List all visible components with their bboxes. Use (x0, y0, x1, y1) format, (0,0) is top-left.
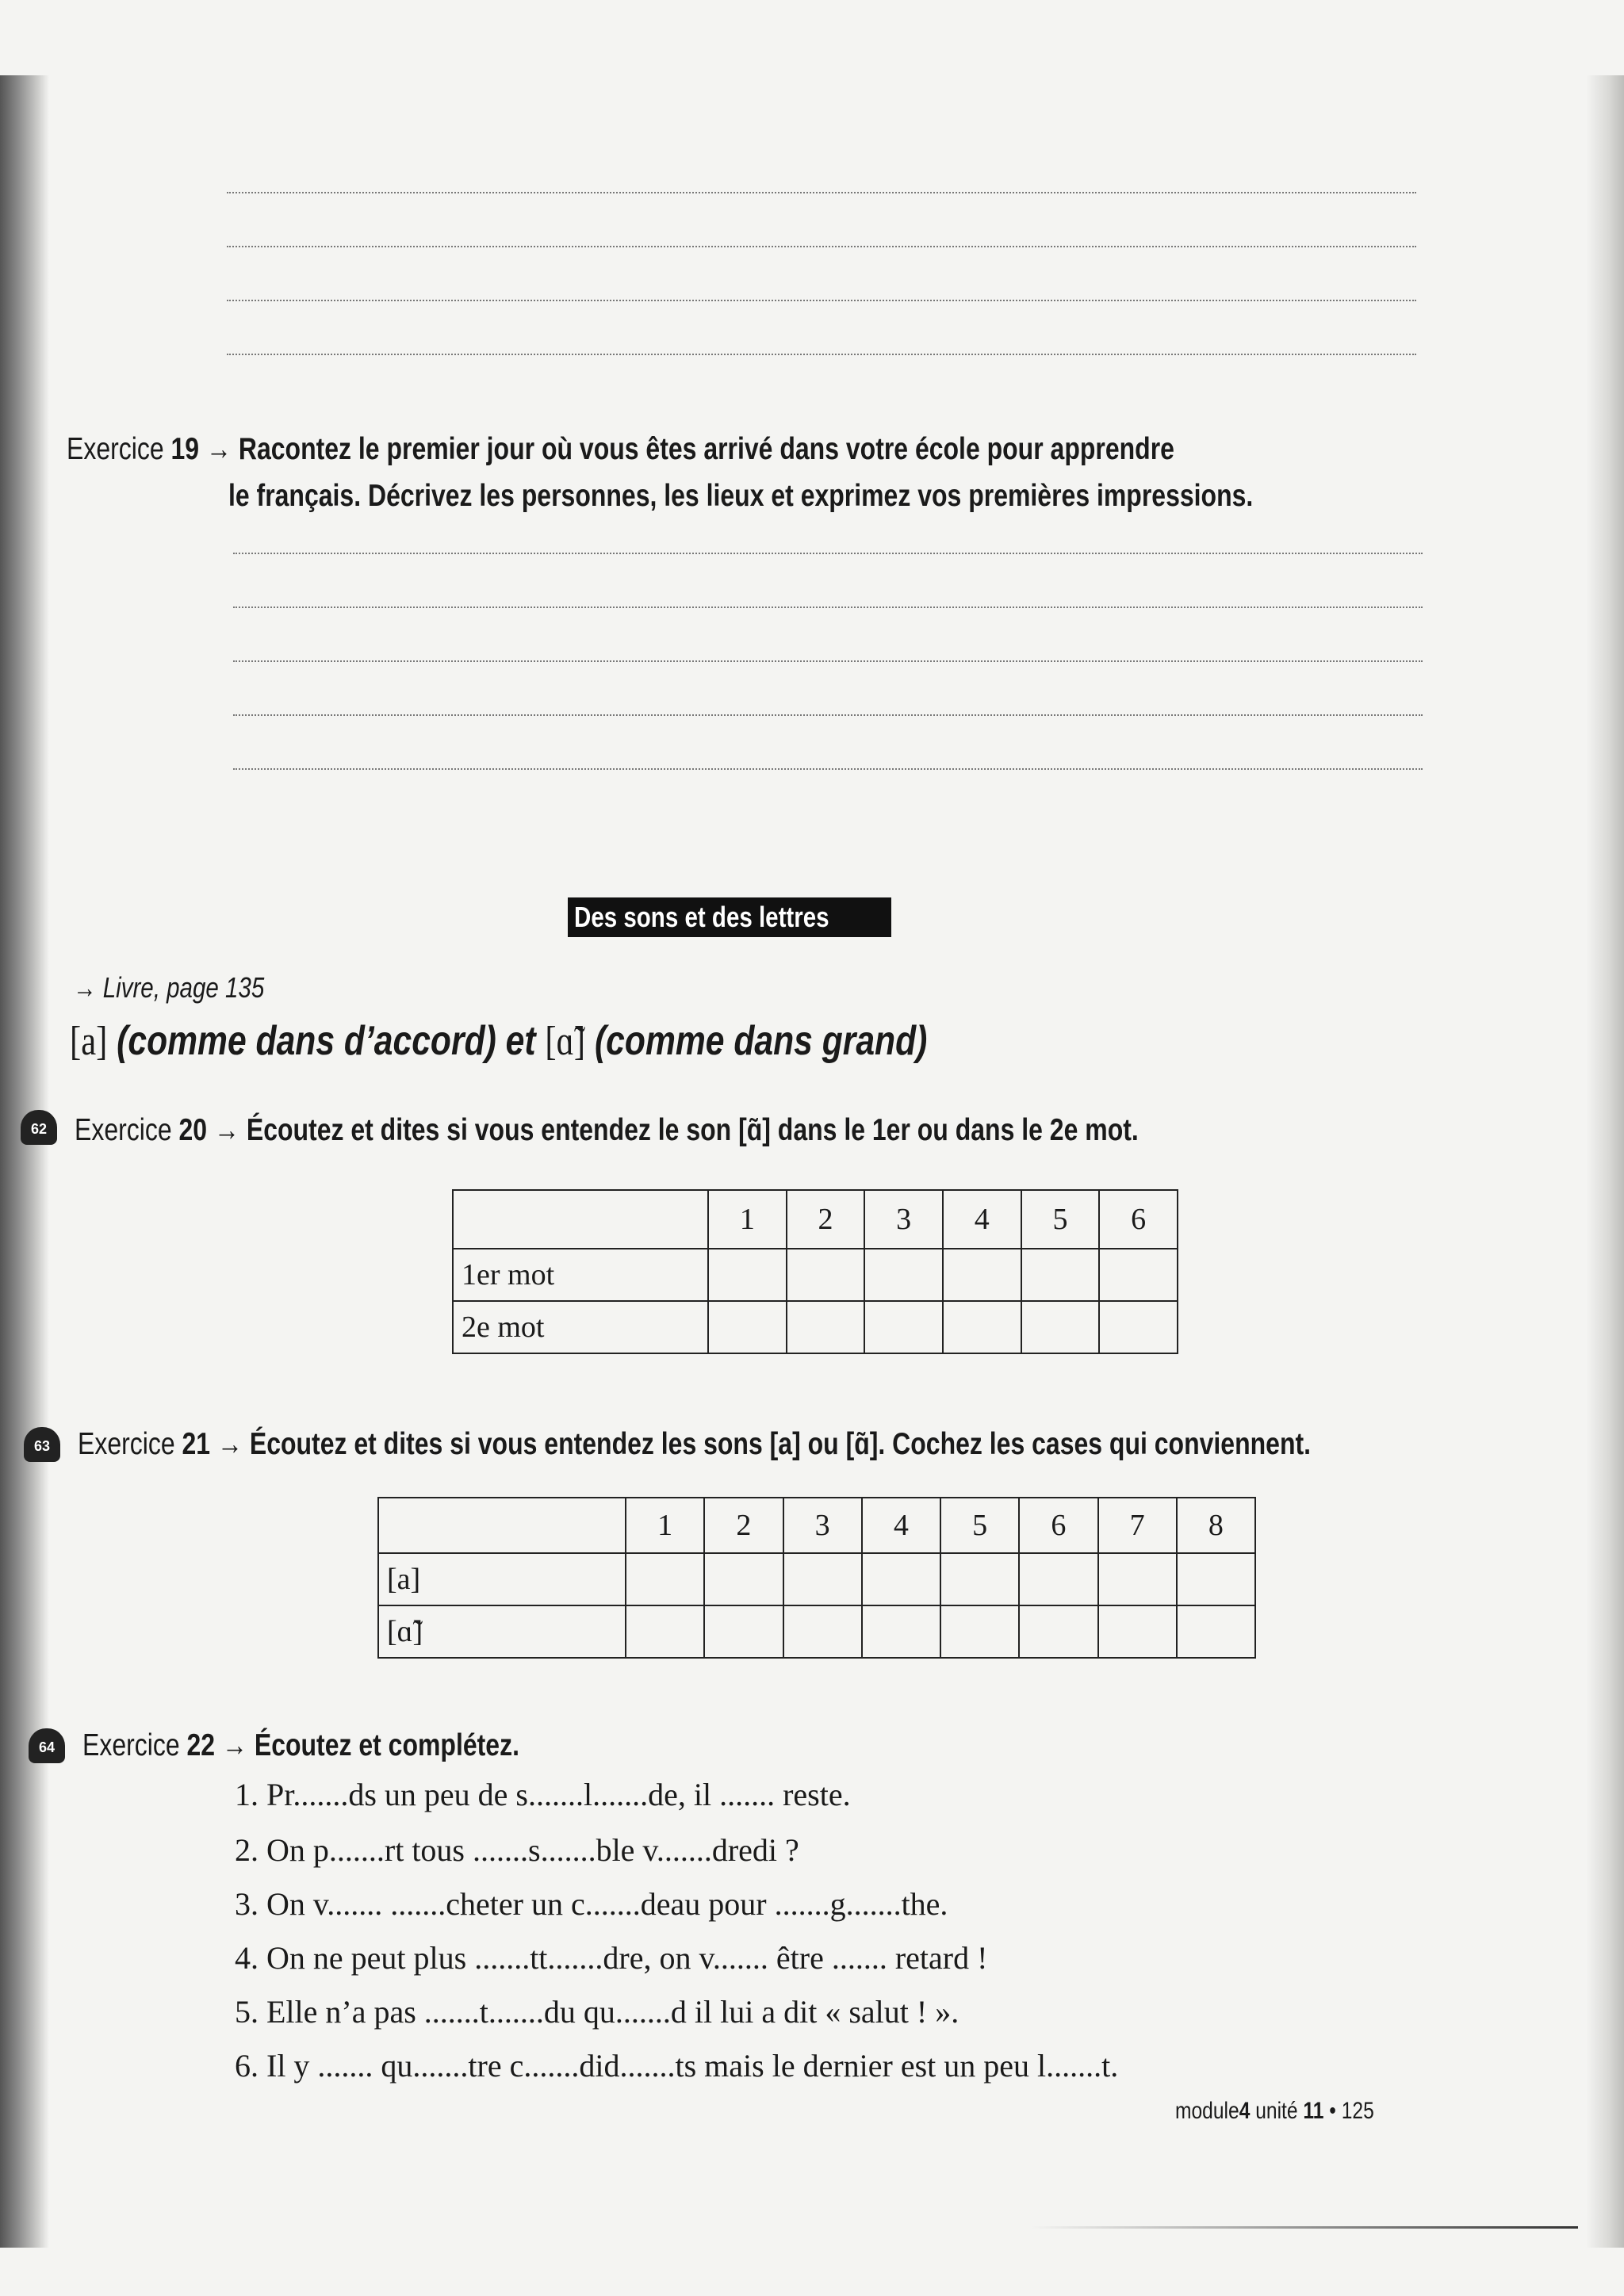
book-reference (73, 971, 306, 1004)
phoneme-an: [ɑ̃] (545, 1019, 586, 1064)
answer-cell[interactable] (626, 1553, 704, 1605)
answer-line[interactable] (233, 660, 1423, 662)
answer-cell[interactable] (1098, 1605, 1177, 1658)
answer-cell[interactable] (940, 1605, 1019, 1658)
answer-cell[interactable] (862, 1553, 940, 1605)
answer-line[interactable] (227, 354, 1416, 355)
exercise-instruction: Racontez le premier jour où vous êtes arrivé dans votre école pour apprendre (238, 432, 1174, 466)
answer-line[interactable] (227, 192, 1416, 193)
fill-in-sentence[interactable]: 1. Pr.......ds un peu de s.......l.......de, il ....... reste. (235, 1777, 851, 1812)
answer-cell[interactable] (783, 1605, 862, 1658)
row-header: 1er mot (453, 1249, 708, 1301)
reference-text: Livre, page 135 (102, 971, 265, 1004)
arrow-icon: → (213, 1113, 239, 1147)
page-footer (1175, 2098, 1418, 2125)
column-header: 3 (783, 1498, 862, 1553)
column-header: 4 (862, 1498, 940, 1553)
answer-line[interactable] (233, 607, 1423, 608)
answer-cell[interactable] (864, 1301, 943, 1353)
footer-bullet: • (1329, 2098, 1336, 2124)
fill-in-sentence[interactable]: 5. Elle n’a pas .......t.......du qu.......d il lui a dit « salut ! ». (235, 1994, 959, 2030)
exercise-label: Exercice (67, 432, 164, 466)
answer-cell[interactable] (1021, 1249, 1100, 1301)
answer-cell[interactable] (862, 1605, 940, 1658)
exercise-label: Exercice (75, 1113, 172, 1147)
exercise-instruction: le français. Décrivez les personnes, les lieux et exprimez vos premières impressions. (228, 479, 1254, 513)
column-header: 4 (943, 1190, 1021, 1249)
exercise-20-header (75, 1113, 1372, 1148)
sound-title (70, 1017, 1116, 1065)
section-banner (568, 897, 891, 937)
answer-cell[interactable] (943, 1249, 1021, 1301)
exercise-label: Exercice (82, 1728, 180, 1762)
fill-in-sentence[interactable]: 3. On v....... .......cheter un c.......deau pour .......g.......the. (235, 1886, 948, 1922)
exercise-21-table (377, 1497, 1256, 1659)
fill-in-sentence[interactable]: 2. On p.......rt tous .......s.......ble v.......dredi ? (235, 1832, 799, 1868)
exercise-number: 22 (186, 1728, 216, 1762)
column-header: 8 (1177, 1498, 1255, 1553)
page-number: 125 (1341, 2098, 1374, 2124)
exercise-instruction: Écoutez et complétez. (254, 1728, 519, 1762)
section-banner-text: Des sons et des lettres (574, 901, 829, 933)
row-header: 2e mot (453, 1301, 708, 1353)
answer-cell[interactable] (708, 1249, 787, 1301)
answer-line[interactable] (233, 714, 1423, 716)
column-header: 6 (1019, 1498, 1097, 1553)
arrow-icon: → (216, 1427, 243, 1461)
column-header: 7 (1098, 1498, 1177, 1553)
answer-cell[interactable] (708, 1301, 787, 1353)
answer-cell[interactable] (704, 1605, 783, 1658)
column-header: 1 (708, 1190, 787, 1249)
answer-cell[interactable] (1098, 1553, 1177, 1605)
arrow-icon: → (205, 432, 232, 466)
exercise-19-instruction-2 (228, 479, 1478, 514)
answer-cell[interactable] (864, 1249, 943, 1301)
audio-track-icon[interactable]: 64 (29, 1728, 65, 1763)
exercise-21-header (78, 1427, 1581, 1462)
table-corner (378, 1498, 626, 1553)
module-label: module (1175, 2098, 1239, 2124)
page-edge (1586, 75, 1624, 2248)
column-header: 3 (864, 1190, 943, 1249)
answer-cell[interactable] (1019, 1553, 1097, 1605)
answer-cell[interactable] (626, 1605, 704, 1658)
row-header: [a] (378, 1553, 626, 1605)
unit-label: unité (1255, 2098, 1298, 2124)
table-corner (453, 1190, 708, 1249)
audio-track-icon[interactable]: 63 (24, 1427, 60, 1462)
answer-cell[interactable] (783, 1553, 862, 1605)
exercise-instruction: Écoutez et dites si vous entendez les sons [a] ou [ɑ̃]. Cochez les cases qui conviennent. (249, 1427, 1312, 1461)
exercise-20-table (452, 1189, 1178, 1354)
answer-cell[interactable] (1099, 1249, 1178, 1301)
answer-cell[interactable] (704, 1553, 783, 1605)
exercise-22-header (82, 1728, 615, 1763)
column-header: 5 (1021, 1190, 1100, 1249)
answer-cell[interactable] (943, 1301, 1021, 1353)
answer-line[interactable] (233, 768, 1423, 770)
exercise-number: 21 (182, 1427, 211, 1461)
answer-cell[interactable] (787, 1301, 865, 1353)
exercise-number: 19 (170, 432, 200, 466)
phoneme-a: [a] (70, 1019, 108, 1064)
unit-number: 11 (1303, 2098, 1324, 2124)
exercise-instruction: Écoutez et dites si vous entendez le son [ɑ̃] dans le 1er ou dans le 2e mot. (246, 1113, 1139, 1147)
column-header: 5 (940, 1498, 1019, 1553)
bottom-rule (1031, 2226, 1578, 2229)
fill-in-sentence[interactable]: 6. Il y ....... qu.......tre c.......did.......ts mais le dernier est un peu l.......t. (235, 2048, 1119, 2084)
answer-line[interactable] (227, 246, 1416, 247)
column-header: 6 (1099, 1190, 1178, 1249)
module-number: 4 (1239, 2098, 1251, 2124)
arrow-icon: → (73, 971, 97, 1004)
answer-cell[interactable] (1177, 1553, 1255, 1605)
fill-in-sentence[interactable]: 4. On ne peut plus .......tt.......dre, on v....... être ....... retard ! (235, 1940, 988, 1976)
answer-line[interactable] (233, 553, 1423, 554)
binding-shadow (0, 75, 49, 2248)
answer-line[interactable] (227, 300, 1416, 301)
answer-cell[interactable] (1099, 1301, 1178, 1353)
answer-cell[interactable] (940, 1553, 1019, 1605)
answer-cell[interactable] (1177, 1605, 1255, 1658)
answer-cell[interactable] (1019, 1605, 1097, 1658)
exercise-number: 20 (178, 1113, 208, 1147)
row-header: [ɑ̃] (378, 1605, 626, 1658)
exercise-label: Exercice (78, 1427, 175, 1461)
answer-cell[interactable] (1021, 1301, 1100, 1353)
title-text: (comme dans grand) (594, 1018, 928, 1064)
arrow-icon: → (221, 1728, 247, 1762)
column-header: 2 (704, 1498, 783, 1553)
answer-cell[interactable] (787, 1249, 865, 1301)
column-header: 2 (787, 1190, 865, 1249)
title-text: (comme dans d’accord) et (117, 1018, 536, 1064)
column-header: 1 (626, 1498, 704, 1553)
audio-track-icon[interactable]: 62 (21, 1110, 57, 1145)
exercise-19-header (67, 432, 1418, 467)
